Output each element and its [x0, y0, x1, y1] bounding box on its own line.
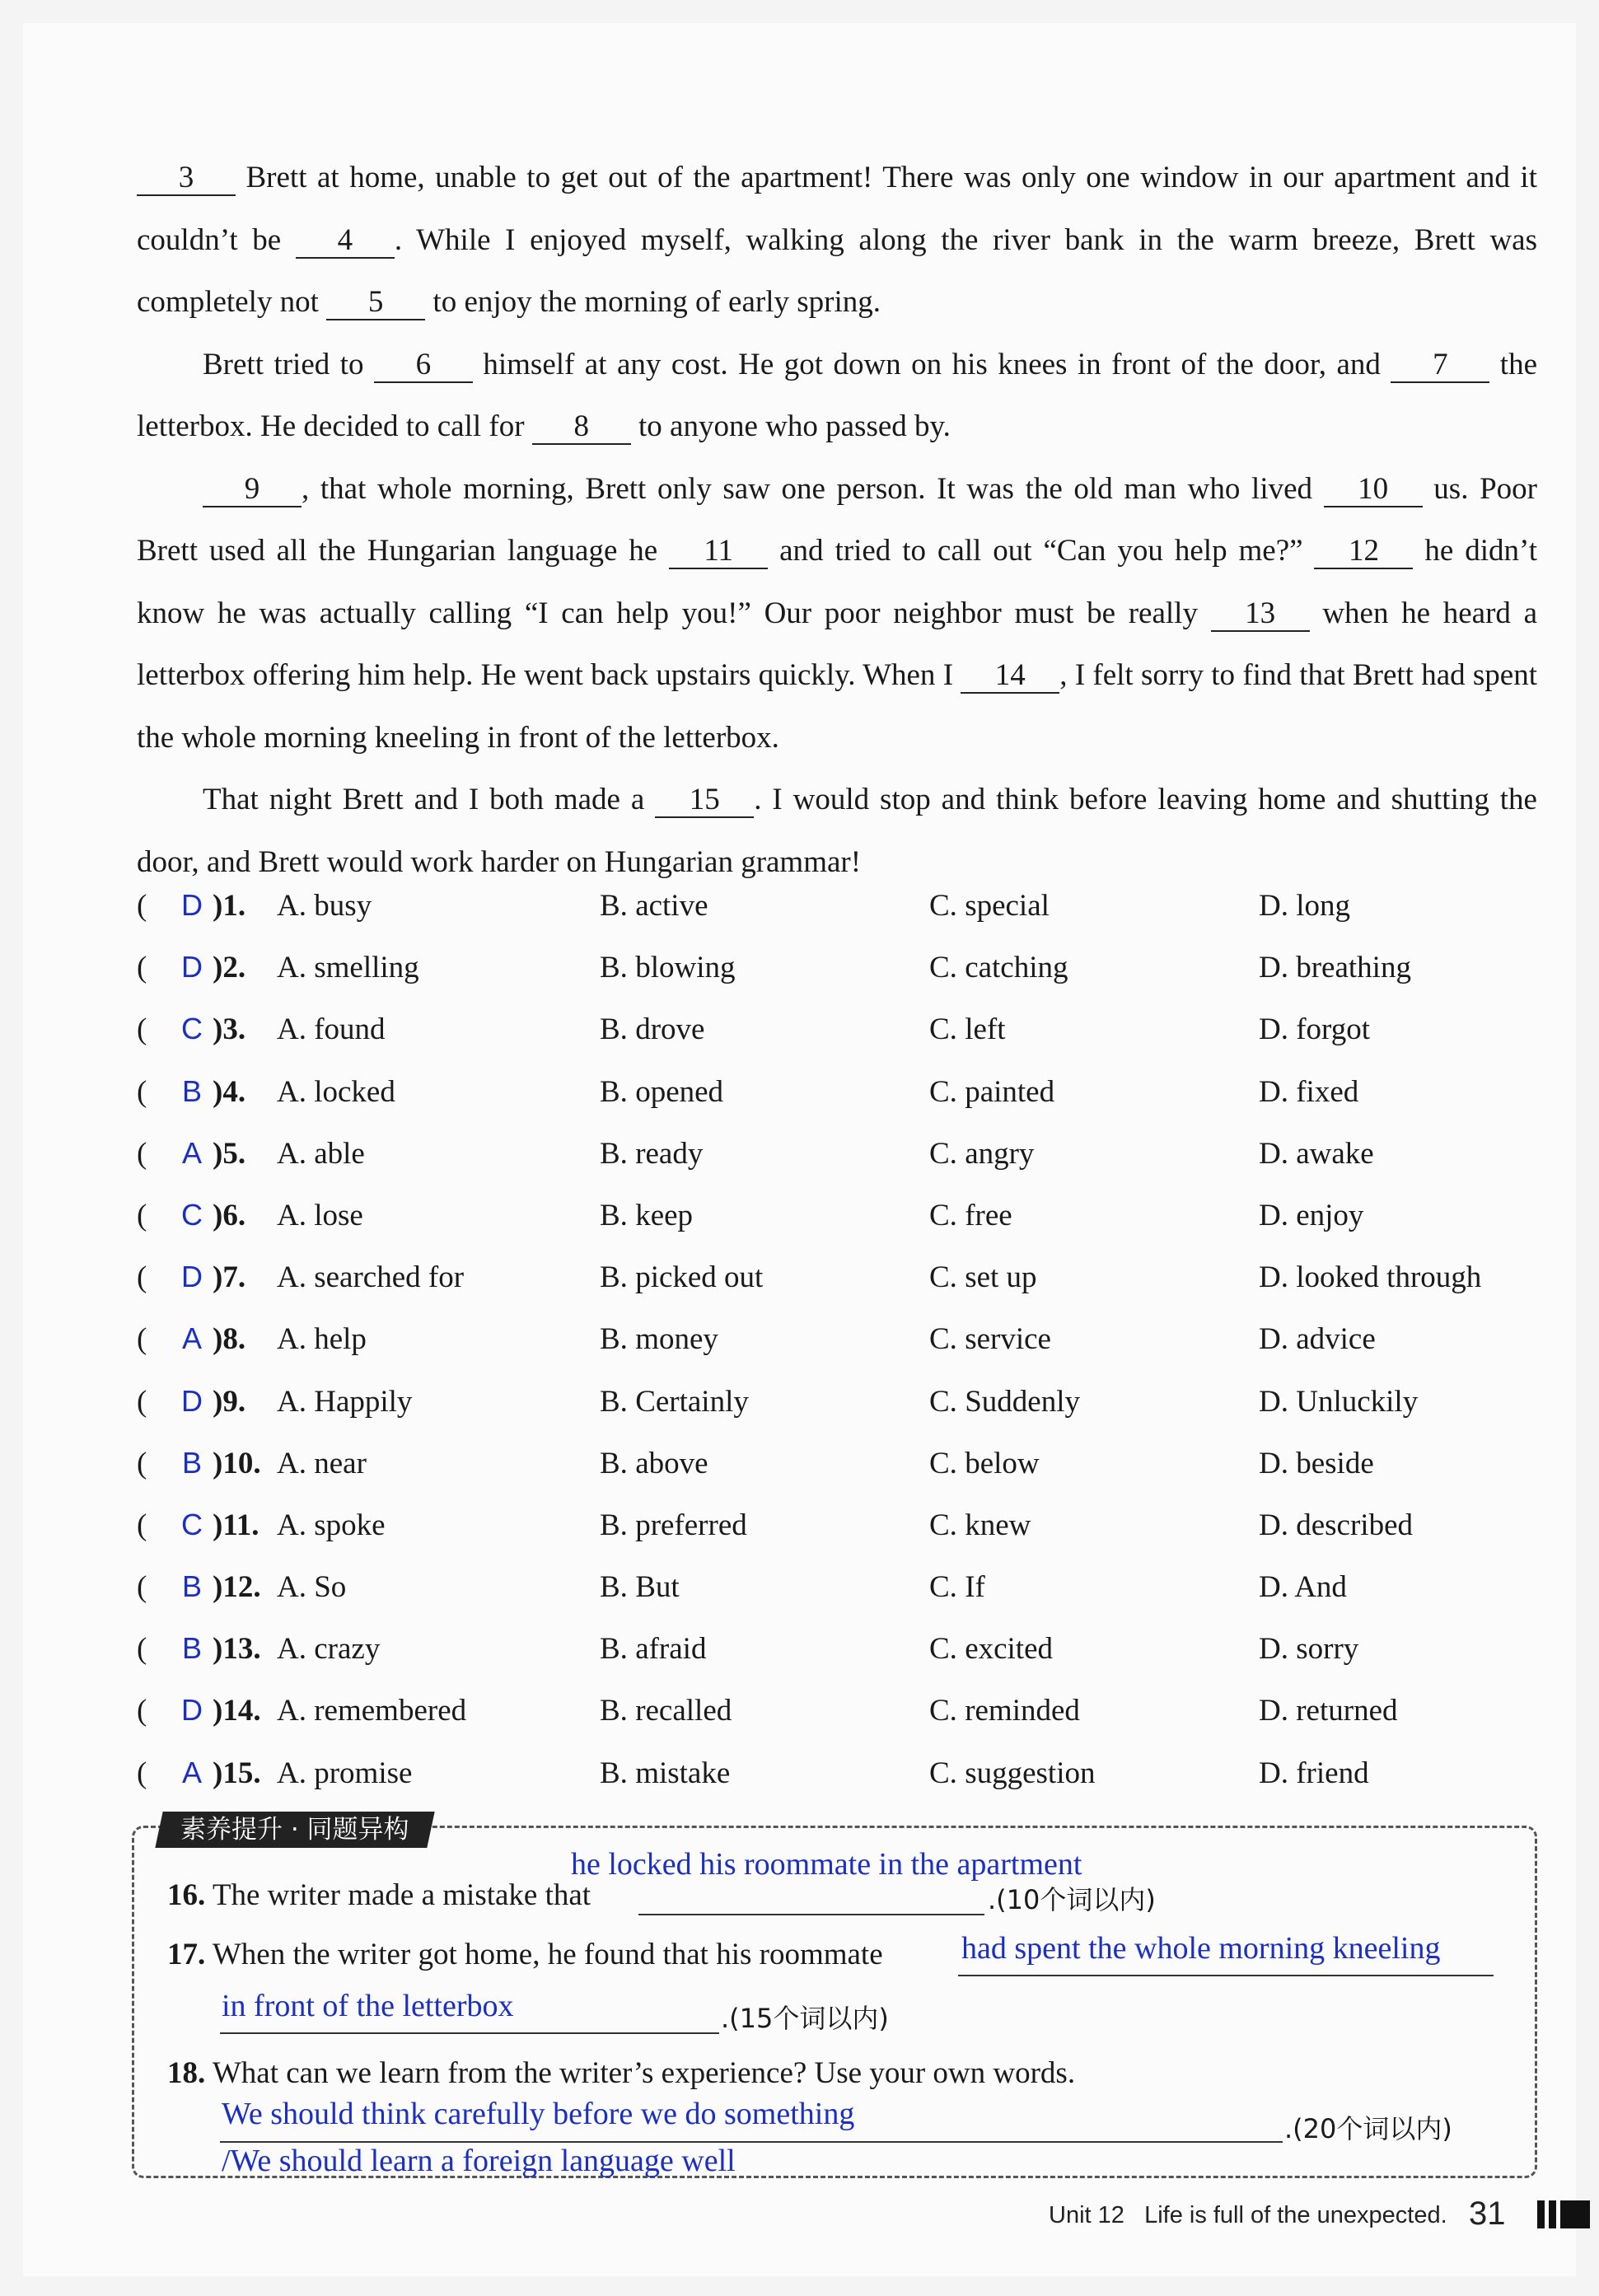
option-b: B. mistake: [600, 1756, 731, 1790]
option-a: A. locked: [277, 1074, 395, 1109]
answer-letter: A: [181, 1135, 202, 1170]
option-row: [137, 1136, 1537, 1198]
answer-letter: A: [181, 1321, 202, 1356]
option-c: C. If: [929, 1570, 985, 1605]
answer-letter: B: [181, 1631, 202, 1666]
option-row: [137, 1260, 1537, 1321]
paren-close-number: )15.: [213, 1756, 261, 1790]
option-c: C. left: [929, 1012, 1006, 1047]
option-b: B. blowing: [600, 951, 736, 985]
answer-16: he locked his roommate in the apartment: [571, 1847, 1082, 1882]
option-d: D. awake: [1259, 1136, 1374, 1171]
option-a: A. crazy: [277, 1632, 381, 1667]
option-c: C. painted: [929, 1074, 1055, 1109]
option-d: D. beside: [1259, 1446, 1374, 1480]
option-d: D. sorry: [1259, 1632, 1359, 1667]
option-b: B. drove: [600, 1012, 705, 1047]
paren-close-number: )4.: [213, 1074, 246, 1109]
option-c: C. excited: [929, 1632, 1054, 1667]
option-c: C. catching: [929, 951, 1068, 985]
paren-close-number: )8.: [213, 1322, 246, 1357]
paren-open: (: [137, 889, 147, 923]
paren-open: (: [137, 1694, 147, 1728]
paren-close-number: )10.: [213, 1446, 261, 1480]
blank-6: 6: [374, 348, 473, 383]
question-17: 17. When the writer got home, he found that his roommate: [167, 1938, 883, 1971]
option-a: A. able: [277, 1136, 365, 1171]
option-c: C. service: [929, 1322, 1051, 1357]
paren-open: (: [137, 1136, 147, 1171]
answer-letter: C: [181, 1197, 203, 1232]
section-title: 素养提升 · 同题异构: [155, 1812, 434, 1848]
paragraph-1: 3 Brett at home, unable to get out of the apartment! There was only one window in our apartment and it couldn’t be 4 . While I enjoyed myself, walking along the river bank in the warm breeze, Brett was completely not 5 to enjoy the morning of early spring.: [137, 161, 1537, 319]
page-footer: [1049, 2195, 1506, 2232]
paragraph-4: That night Brett and I both made a 15 . I would stop and think before leaving home and shutting the door, and Brett would work harder on Hungarian grammar!: [137, 783, 1537, 879]
blank-11: 11: [669, 535, 768, 569]
option-a: A. busy: [277, 889, 372, 923]
option-d: D. advice: [1259, 1322, 1376, 1357]
option-a: A. remembered: [277, 1694, 467, 1728]
option-d: D. looked through: [1259, 1260, 1482, 1295]
paren-close-number: )5.: [213, 1136, 246, 1171]
answer-letter: C: [181, 1507, 203, 1541]
paren-close-number: )12.: [213, 1570, 261, 1605]
blank-12: 12: [1314, 535, 1413, 569]
paren-open: (: [137, 1446, 147, 1480]
option-b: B. afraid: [600, 1632, 707, 1667]
answer-letter: C: [181, 1012, 203, 1046]
option-b: B. above: [600, 1446, 708, 1480]
blank-7: 7: [1391, 348, 1489, 383]
option-row: [137, 888, 1537, 950]
option-a: A. promise: [277, 1756, 413, 1790]
paren-close-number: )13.: [213, 1632, 261, 1667]
blank-9: 9: [203, 473, 302, 507]
answer-letter: D: [181, 1693, 203, 1728]
option-b: B. preferred: [600, 1508, 747, 1542]
blank-3: 3: [137, 161, 236, 196]
blank-4: 4: [296, 224, 395, 259]
paren-close-number: )3.: [213, 1012, 246, 1047]
option-a: A. lose: [277, 1198, 363, 1232]
cloze-passage: [137, 147, 1537, 893]
paren-open: (: [137, 1012, 147, 1047]
option-row: [137, 950, 1537, 1012]
blank-5: 5: [326, 286, 425, 320]
answer-letter: D: [181, 950, 203, 984]
option-c: C. Suddenly: [929, 1384, 1080, 1419]
option-a: A. near: [277, 1446, 367, 1480]
answer-17-line2: in front of the letterbox: [222, 1989, 514, 2023]
blank-8: 8: [532, 410, 631, 445]
option-row: [137, 1446, 1537, 1508]
option-d: D. described: [1259, 1508, 1414, 1542]
option-d: D. fixed: [1259, 1074, 1359, 1109]
page-marker-icon: [1537, 2200, 1593, 2228]
option-d: D. And: [1259, 1570, 1347, 1605]
option-a: A. help: [277, 1322, 367, 1357]
answer-letter: D: [181, 888, 203, 922]
workbook-page: [23, 23, 1576, 2276]
paren-open: (: [137, 951, 147, 985]
paragraph-3: 9 , that whole morning, Brett only saw one person. It was the old man who lived 10 us. Poor Brett used all the Hungarian language he 11 and tried to call out “Can you help me?” 12 he didn’t know he was actually calling “I can help you!” Our poor neighbor must be really 13 when he heard a letterbox offering him help. He went back upstairs quickly. When I 14 , I felt sorry to find that Brett had spent the whole morning kneeling in front of the letterbox.: [137, 471, 1537, 755]
paragraph-2: Brett tried to 6 himself at any cost. He got down on his knees in front of the door, and 7 the letterbox. He decided to call for 8 to anyone who passed by.: [137, 347, 1537, 443]
limit-17: .(15个词以内): [721, 2003, 889, 2034]
paren-close-number: )9.: [213, 1384, 246, 1419]
option-b: B. Certainly: [600, 1384, 749, 1419]
option-a: A. spoke: [277, 1508, 386, 1542]
paren-close-number: )2.: [213, 951, 246, 985]
option-d: D. breathing: [1259, 951, 1411, 985]
option-row: [137, 1631, 1537, 1693]
blank-15: 15: [655, 783, 754, 818]
option-row: [137, 1756, 1537, 1817]
option-c: C. set up: [929, 1260, 1037, 1295]
option-d: D. Unluckily: [1259, 1384, 1419, 1419]
answer-line-16: [638, 1914, 984, 1915]
option-b: B. picked out: [600, 1260, 764, 1295]
paren-open: (: [137, 1756, 147, 1790]
paren-close-number: )14.: [213, 1694, 261, 1728]
option-d: D. long: [1259, 889, 1351, 923]
option-b: B. money: [600, 1322, 718, 1357]
question-18: 18. What can we learn from the writer’s experience? Use your own words.: [167, 2056, 1076, 2090]
answer-18-line1: We should think carefully before we do something: [222, 2097, 855, 2131]
option-a: A. Happily: [277, 1384, 413, 1419]
option-c: C. special: [929, 889, 1050, 923]
option-a: A. smelling: [277, 951, 419, 985]
answer-17-line1: had spent the whole morning kneeling: [961, 1931, 1441, 1966]
option-d: D. friend: [1259, 1756, 1369, 1790]
paren-open: (: [137, 1074, 147, 1109]
option-row: [137, 1569, 1537, 1631]
answer-line-17a: [958, 1975, 1494, 1976]
option-a: A. So: [277, 1570, 347, 1605]
paren-open: (: [137, 1198, 147, 1232]
option-row: [137, 1693, 1537, 1755]
paren-open: (: [137, 1260, 147, 1295]
blank-13: 13: [1211, 597, 1310, 632]
answer-letter: B: [181, 1073, 202, 1108]
option-c: C. free: [929, 1198, 1012, 1232]
question-16: 16. The writer made a mistake that: [167, 1878, 591, 1912]
option-b: B. active: [600, 889, 708, 923]
option-b: B. keep: [600, 1198, 694, 1232]
unit-title: Life is full of the unexpected.: [1144, 2202, 1447, 2228]
option-c: C. suggestion: [929, 1756, 1096, 1790]
answer-letter: A: [181, 1755, 202, 1789]
limit-18: .(20个词以内): [1284, 2113, 1452, 2144]
paren-open: (: [137, 1508, 147, 1542]
option-d: D. returned: [1259, 1694, 1398, 1728]
option-b: B. But: [600, 1570, 680, 1605]
unit-label: Unit 12: [1049, 2202, 1124, 2228]
option-row: [137, 1198, 1537, 1260]
paren-open: (: [137, 1632, 147, 1667]
option-d: D. enjoy: [1259, 1198, 1364, 1232]
option-b: B. opened: [600, 1074, 724, 1109]
option-b: B. recalled: [600, 1694, 732, 1728]
page-number: 31: [1469, 2195, 1506, 2232]
option-d: D. forgot: [1259, 1012, 1370, 1047]
answer-letter: D: [181, 1260, 203, 1294]
option-b: B. ready: [600, 1136, 704, 1171]
paren-close-number: )7.: [213, 1260, 246, 1295]
option-row: [137, 1321, 1537, 1383]
option-a: A. found: [277, 1012, 386, 1047]
answer-letter: B: [181, 1445, 202, 1480]
options-list: [137, 888, 1537, 1817]
answer-letter: B: [181, 1569, 202, 1604]
paren-open: (: [137, 1570, 147, 1605]
option-a: A. searched for: [277, 1260, 465, 1295]
blank-10: 10: [1324, 473, 1423, 507]
paren-close-number: )1.: [213, 889, 246, 923]
answer-line-17b: [220, 2032, 719, 2034]
option-row: [137, 1012, 1537, 1073]
paren-open: (: [137, 1322, 147, 1357]
option-row: [137, 1508, 1537, 1569]
answer-18-line2: /We should learn a foreign language well: [222, 2144, 736, 2178]
extension-section: [132, 1815, 1537, 2178]
option-row: [137, 1384, 1537, 1446]
option-c: C. angry: [929, 1136, 1035, 1171]
limit-16: .(10个词以内): [988, 1884, 1156, 1915]
blank-14: 14: [961, 659, 1059, 694]
answer-letter: D: [181, 1383, 203, 1418]
paren-close-number: )11.: [213, 1508, 259, 1542]
option-c: C. reminded: [929, 1694, 1080, 1728]
option-c: C. below: [929, 1446, 1040, 1480]
paren-close-number: )6.: [213, 1198, 246, 1232]
paren-open: (: [137, 1384, 147, 1419]
option-row: [137, 1074, 1537, 1136]
option-c: C. knew: [929, 1508, 1031, 1542]
